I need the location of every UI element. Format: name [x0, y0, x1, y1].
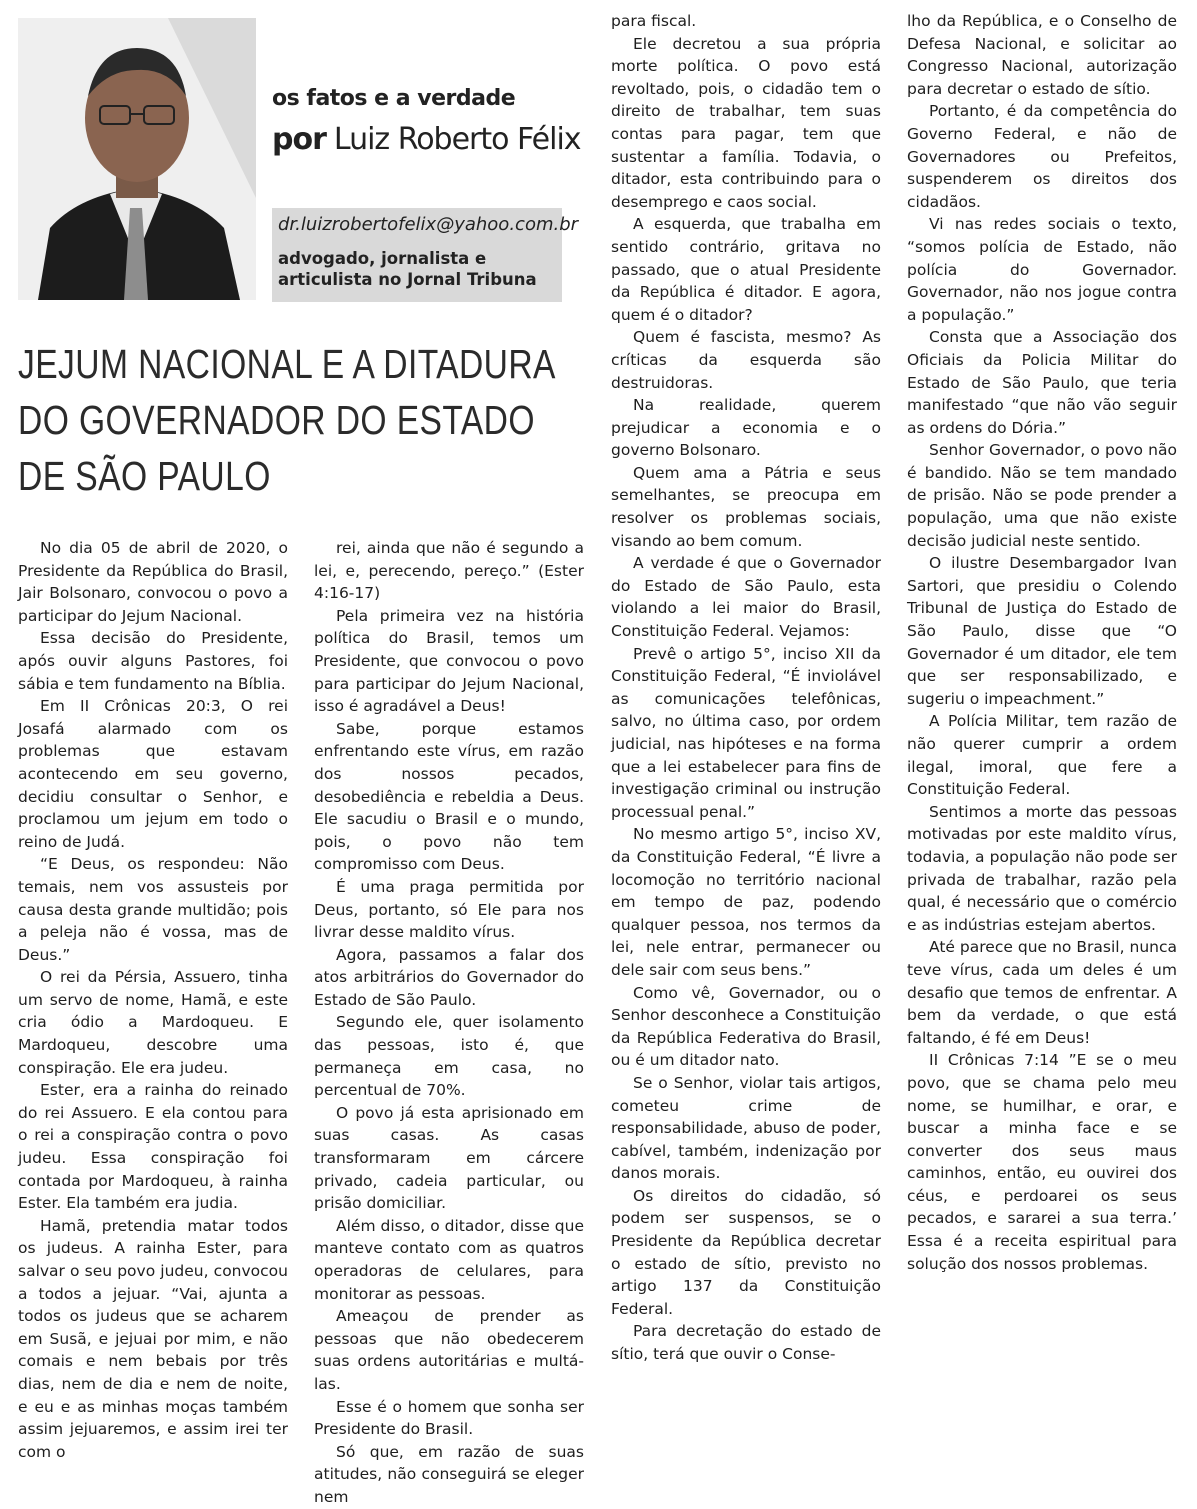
article-paragraph: Sentimos a morte das pessoas motivadas por este maldito vírus, todavia, a população não pode ser privada de trabalhar, razão pela qual, é necessário que o comércio e as indústrias estejam abertos. — [907, 802, 1177, 934]
author-photo — [18, 18, 256, 300]
article-paragraph: Essa decisão do Presidente, após ouvir alguns Pastores, foi sábia e tem fundamento na Bíblia. — [18, 629, 288, 693]
article-paragraph: Como vê, Governador, ou o Senhor desconhece a Constituição da República Federativa do Brasil, ou é um ditador nato. — [611, 983, 881, 1070]
article-paragraph: Ester, era a rainha do reinado do rei Assuero. E ela contou para o rei a conspiração contra o povo judeu. Essa conspiração foi contada por Mardoqueu, à rainha Ester. Ela também era judia. — [18, 1081, 288, 1213]
article-paragraph: Prevê o artigo 5°, inciso XII da Constituição Federal, “É inviolável as comunicações telefônicas, salvo, no última caso, por ordem judicial, nas hipóteses e na forma que a lei estabelecer para fins de investigação criminal ou instrução processual penal.” — [611, 644, 881, 821]
article-paragraph: Pela primeira vez na história política do Brasil, temos um Presidente, que convocou o povo para participar do Jejum Nacional, isso é agradável a Deus! — [314, 606, 584, 716]
article-paragraph: Além disso, o ditador, disse que manteve contato com as quatros operadoras de celulares, para monitorar as pessoas. — [314, 1216, 584, 1303]
article-paragraph: Esse é o homem que sonha ser Presidente do Brasil. — [314, 1397, 584, 1439]
article-paragraph: para fiscal. — [611, 12, 697, 30]
article-paragraph: A Polícia Militar, tem razão de não querer cumprir a ordem ilegal, imoral, que fere a Constituição Federal. — [907, 712, 1177, 799]
author-name: Luiz Roberto Félix — [333, 122, 581, 157]
headline-line-2: DO GOVERNADOR DO ESTADO — [18, 397, 535, 443]
article-headline — [18, 336, 556, 504]
article-paragraph: O rei da Pérsia, Assuero, tinha um servo de nome, Hamã, e este cria ódio a Mardoqueu. E Mardoqueu, descobre uma conspiração. Ele era judeu. — [18, 968, 288, 1077]
article-paragraph: Em II Crônicas 20:3, O rei Josafá alarmado com os problemas que estavam acontecendo em seu governo, decidiu consultar o Senhor, e proclamou um jejum em todo o reino de Judá. — [18, 697, 288, 851]
article-paragraph: Ameaçou de prender as pessoas que não obedecerem suas ordens autoritárias e multá-las. — [314, 1307, 584, 1393]
headline-line-3: DE SÃO PAULO — [18, 453, 271, 499]
article-paragraph: Só que, em razão de suas atitudes, não conseguirá se eleger nem — [314, 1442, 584, 1506]
article-paragraph: É uma praga permitida por Deus, portanto, só Ele para nos livrar desse maldito vírus. — [314, 877, 584, 942]
author-byline — [272, 122, 581, 157]
article-paragraph: Senhor Governador, o povo não é bandido. Não se tem mandado de prisão. Não se pode prender a população, uma que não existe decisão judicial neste sentido. — [907, 441, 1177, 550]
article-paragraph: Consta que a Associação dos Oficiais da Policia Militar do Estado de São Paulo, que teria manifestado “que não vão seguir as ordens do Dória.” — [907, 328, 1177, 437]
article-column-2 — [314, 537, 584, 1506]
article-paragraph: Na realidade, querem prejudicar a economia e o governo Bolsonaro. — [611, 396, 881, 460]
article-paragraph: “E Deus, os respondeu: Não temais, nem vos assusteis por causa desta grande multidão; pois a peleja não é vossa, mas de Deus.” — [18, 855, 288, 964]
article-paragraph: II Crônicas 7:14 ”E se o meu povo, que se chama pelo meu nome, se humilhar, e orar, e buscar a minha face e se converter dos seus maus caminhos, então, eu ouvirei dos céus, e perdoarei os seus pecados, e sararei a sua terra.’ Essa é a receita espiritual para solução dos nossos problemas. — [907, 1051, 1177, 1273]
article-paragraph: Portanto, é da competência do Governo Federal, e não de Governadores ou Prefeitos, suspenderem os direitos dos cidadãos. — [907, 102, 1177, 211]
article-paragraph: A verdade é que o Governador do Estado de São Paulo, esta violando a lei maior do Brasil, Constituição Federal. Vejamos: — [611, 554, 881, 641]
headline-line-1: JEJUM NACIONAL E A DITADURA — [18, 341, 556, 387]
column-tagline: os fatos e a verdade — [272, 86, 516, 111]
article-paragraph: Para decretação do estado de sítio, terá que ouvir o Conse- — [611, 1322, 881, 1364]
article-paragraph: lho da República, e o Conselho de Defesa Nacional, e solicitar ao Congresso Nacional, autorização para decretar o estado de sítio. — [907, 12, 1177, 98]
article-paragraph: Os direitos do cidadão, só podem ser suspensos, se o Presidente da República decretar o estado de sítio, previsto no artigo 137 da Constituição Federal. — [611, 1186, 881, 1318]
article-paragraph: rei, ainda que não é segundo a lei, e, perecendo, pereço.” (Ester 4:16-17) — [314, 539, 584, 603]
article-paragraph: No mesmo artigo 5°, inciso XV, da Constituição Federal, “É livre a locomoção no território nacional em tempo de paz, podendo qualquer pessoa, nos termos da lei, nele entrar, permanecer ou dele sair com seus bens.” — [611, 825, 881, 979]
article-paragraph: Hamã, pretendia matar todos os judeus. A rainha Ester, para salvar o seu povo judeu, convocou a todos a jejuar. “Vai, ajunta a todos os judeus que se acharem em Susã, e jejuai por mim, e não comais e nem bebais por três dias, nem de dia e nem de noite, e eu e as minhas moças também assim jejuaremos, e assim irei ter com o — [18, 1216, 288, 1461]
author-email: dr.luizrobertofelix@yahoo.com.br — [278, 214, 579, 235]
article-paragraph: A esquerda, que trabalha em sentido contrário, gritava no passado, que o atual Presidente da República é ditador. E agora, quem é o ditador? — [611, 215, 881, 324]
author-role: advogado, jornalista e articulista no Jornal Tribuna — [278, 249, 537, 289]
article-paragraph: Se o Senhor, violar tais artigos, cometeu crime de responsabilidade, abuso de poder, cabível, também, indenização por danos morais. — [611, 1073, 881, 1183]
article-paragraph: O ilustre Desembargador Ivan Sartori, que presidiu o Colendo Tribunal de Justiça do Estado de São Paulo, disse que “O Governador é um ditador, ele tem que ser responsabilizado, e sugeriu o impeachment.” — [907, 554, 1177, 708]
article-paragraph: Sabe, porque estamos enfrentando este vírus, em razão dos nossos pecados, desobediência e rebeldia a Deus. Ele sacudiu o Brasil e o mundo, pois, o povo não tem compromisso com Deus. — [314, 719, 584, 874]
article-paragraph: Vi nas redes sociais o texto, “somos polícia de Estado, não polícia do Governador. Governador, não nos jogue contra a população.” — [907, 215, 1177, 324]
article-paragraph: Quem ama a Pátria e seus semelhantes, se preocupa em resolver os problemas sociais, visando ao bem comum. — [611, 463, 881, 550]
byline-prefix: por — [272, 122, 326, 157]
article-paragraph: Até parece que no Brasil, nunca teve vírus, cada um deles é um desafio que temos de enfrentar. A bem da verdade, o que está faltando, é fé em Deus! — [907, 938, 1177, 1047]
article-column-4 — [907, 10, 1177, 1420]
article-column-3 — [611, 10, 881, 1420]
article-paragraph: Agora, passamos a falar dos atos arbitrários do Governador do Estado de São Paulo. — [314, 945, 584, 1009]
article-paragraph: Segundo ele, quer isolamento das pessoas, isto é, que permaneça em casa, no percentual de 70%. — [314, 1013, 584, 1100]
article-paragraph: Ele decretou a sua própria morte política. O povo está revoltado, pois, o cidadão tem o direito de trabalhar, tem suas contas para pagar, tem que sustentar a família. Todavia, o ditador, esta contribuindo para o desemprego e caos social. — [611, 34, 881, 211]
article-paragraph: O povo já esta aprisionado em suas casas. As casas transformaram em cárcere privado, cadeia particular, ou prisão domiciliar. — [314, 1103, 584, 1213]
article-paragraph: Quem é fascista, mesmo? As críticas da esquerda são destruidoras. — [611, 328, 881, 392]
article-paragraph: No dia 05 de abril de 2020, o Presidente da República do Brasil, Jair Bolsonaro, convocou o povo a participar do Jejum Nacional. — [18, 539, 288, 625]
article-column-1 — [18, 537, 288, 1461]
